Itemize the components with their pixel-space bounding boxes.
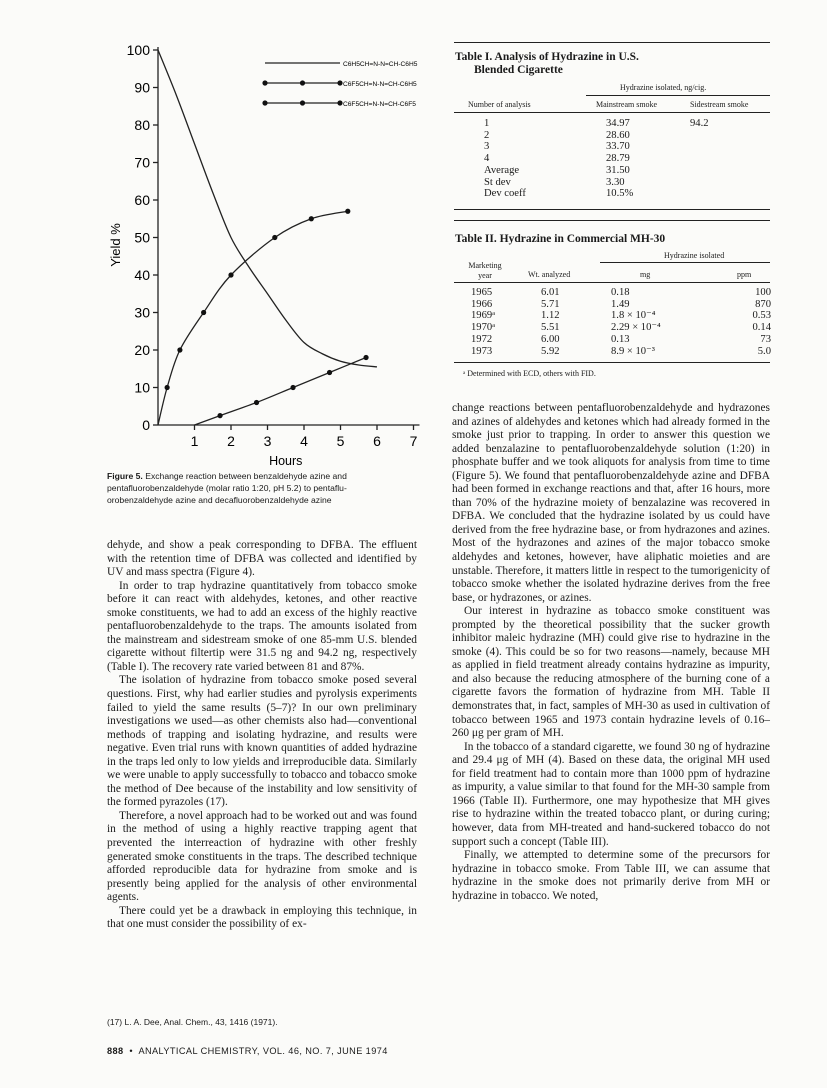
table-cell: 2.29 × 10⁻⁴ [611,322,661,334]
figure-caption-line-1: Exchange reaction between benzaldehyde azine and [145,471,347,481]
table2-col-header-wt: Wt. analyzed [528,270,571,279]
table2-col-header-mg: mg [640,270,651,279]
table-row [471,287,771,299]
table-cell: 1970ᵃ [471,322,496,334]
table-cell: 6.01 [541,287,560,298]
table-cell: 4 [484,153,490,165]
table2-bottom-rule [454,362,770,363]
left-column-text [107,539,417,932]
table-cell: 1973 [471,345,493,357]
table-row [484,141,770,153]
right-column-paragraph: Our interest in hydrazine as tobacco smoke constituent was prompted by the theoretical possibility that the sucker growth inhibitor maleic hydrazine (MH) could give rise to hydrazine in the smoke (4). This could be so for two reasons—namely, because MH as applied in field treatment already contains hydrazine as impurity, and also because the reducing atmosphere of the burning cone of a cigarette favors the formation of hydrazine from MH. Table II demonstrates that, in fact, samples of MH-30 as used in cultivation of tobacco between 1965 and 1973 contain hydrazine levels of 0.16–260 μg per gram of MH. [452,605,770,740]
table-cell: 1.8 × 10⁻⁴ [611,310,656,322]
table-cell: 8.9 × 10⁻³ [611,345,655,357]
legend-marker [262,80,267,85]
table-cell: 28.60 [606,129,630,141]
reference-17: (17) L. A. Dee, Anal. Chem., 43, 1416 (1971). [107,1017,278,1027]
legend-marker [262,100,267,105]
table1-top-rule [454,42,770,43]
table-cell: 28.79 [606,153,630,165]
series-line-2 [158,211,348,425]
x-axis-label: Hours [269,454,303,468]
series-3-point [254,400,259,405]
table1-group-rule [586,95,770,96]
table-row [471,334,771,346]
table-row [484,177,770,189]
left-column-paragraph: There could yet be a drawback in employing this technique, in that one must consider the possibility of ex- [107,904,417,931]
legend-label-3: C6F5CH=N-N=CH-C6F5 [343,101,416,108]
left-column-paragraph: Therefore, a novel approach had to be worked out and was found in the method of using a highly reactive trapping agent that prevented the interreaction of hydrazine with other freshly generated smoke constituents in the traps. The described technique afforded reproducible data for hydrazine from smoke and is presently being applied for the analysis of other environmental agents. [107,809,417,904]
table-cell: 0.18 [611,287,630,298]
x-tick-label: 3 [263,433,272,449]
table-cell: 5.0 [757,345,771,357]
reference-footnote [107,1017,278,1027]
table-cell: 6.00 [541,333,560,345]
table1-title [455,51,639,77]
legend-marker [300,80,305,85]
left-column-paragraph: In order to trap hydrazine quantitatively from tobacco smoke before it can react with aldehydes, ketones, and other reactive smoke constituents, we had to add an excess of the highly reactive pentafluorobenzaldehyde to the traps. The amounts isolated from the mainstream and sidestream smoke of one 85-mm U.S. blended cigarette without filtertip were 31.5 ng and 94.2 ng, respectively (Table I). The recovery rate varied between 81 and 87%. [107,579,417,673]
series-2-point [228,272,233,277]
table2-col-header-ppm: ppm [737,270,752,279]
y-axis-label: Yield % [108,223,123,267]
table-row [471,346,771,358]
y-tick-label: 80 [134,117,150,133]
table-cell: 5.51 [541,322,560,334]
right-column-paragraph: Finally, we attempted to determine some of the precursors for hydrazine in tobacco smoke. From Table III, we can assume that hydrazine in the smoke does not primarily derive from MH or hydrazine in tobacco. We noted, [452,849,770,902]
series-3-point [327,370,332,375]
table-cell [690,141,770,153]
series-2-point [345,209,350,214]
series-2-point [201,310,206,315]
x-tick-label: 6 [373,433,381,449]
page-footer [107,1046,388,1056]
left-column-paragraph: dehyde, and show a peak corresponding to DFBA. The effluent with the retention time of DFBA was collected and identified by UV and mass spectra (Figure 4). [107,539,417,579]
x-tick-label: 5 [336,433,345,449]
table1-title-line-2: Blended Cigarette [474,64,563,76]
table-cell [690,153,770,165]
left-column-paragraph: The isolation of hydrazine from tobacco smoke posed several questions. First, why had earlier studies and pyrolysis experiments failed to yield the same results (5–7)? In our own preliminary investigations we used—as other chemists also had—conventional methods of trapping and isolating hydrazine, and results were negative. Even trial runs with known quantities of added hydrazine in the traps led only to low yields and irreproducible data. Similarly we were unable to apply successfully to tobacco and tobacco smoke the method of Dee because of the instability and low sensitivity of the formed pyrazoles (17). [107,674,417,809]
table-cell: 0.53 [752,310,771,322]
table1-col-header-number: Number of analysis [468,100,531,109]
figure-caption-line-2: pentafluorobenzaldehyde (molar ratio 1:20, pH 5.2) to pentaflu- [107,483,347,493]
table-cell: 100 [755,287,771,298]
series-2-point [177,347,182,352]
table-cell: 870 [755,298,771,310]
y-tick-label: 60 [134,192,150,208]
page-number: 888 [107,1046,124,1056]
y-tick-label: 30 [134,304,150,321]
table-cell: 1 [484,118,490,129]
journal-name: ANALYTICAL CHEMISTRY, VOL. 46, NO. 7, JUNE 1974 [138,1046,388,1056]
right-column-text [452,402,770,903]
legend-label-1: C6H5CH=N-N=CH-C6H5 [343,61,418,68]
table-row [471,310,771,322]
table-cell: 2 [484,129,490,141]
legend-marker [337,100,342,105]
table-cell: 1.12 [541,310,560,322]
table-cell: 1.49 [611,298,630,310]
table-cell: 33.70 [606,141,630,153]
table-cell [690,188,770,200]
table-cell [690,177,770,189]
table2-body [471,287,771,357]
series-2-point [309,216,314,221]
series-3-point [363,355,368,360]
y-tick-label: 40 [134,267,150,283]
y-tick-label: 50 [134,229,150,246]
table-cell: St dev [484,176,511,188]
table1-bottom-rule [454,209,770,210]
table-cell: 1972 [471,333,493,345]
table-row [471,322,771,334]
footer-bullet: • [126,1046,137,1056]
table-row [471,299,771,311]
x-tick-label: 2 [227,433,235,449]
y-tick-label: 70 [134,154,150,171]
table-cell: 1965 [471,287,493,298]
figure-caption [107,470,407,506]
table-row [484,188,770,200]
table-cell: 5.92 [541,345,560,357]
table-row [484,130,770,142]
table2-group-header: Hydrazine isolated [664,251,725,260]
table-cell: 34.97 [606,118,630,129]
table-row [484,165,770,177]
legend-marker [300,100,305,105]
table2-footnote: ᵃ Determined with ECD, others with FID. [463,369,596,378]
table1-col-header-sidestream: Sidestream smoke [690,100,749,109]
y-tick-label: 100 [126,42,150,58]
table-cell: 73 [760,333,771,345]
table2-top-rule [454,220,770,221]
table-cell: 31.50 [606,164,630,176]
table-cell: Dev coeff [484,188,526,200]
table-cell: 3.30 [606,176,625,188]
table2-group-rule [600,262,770,263]
legend-label-2: C6F5CH=N-N=CH-C6H5 [343,81,417,88]
table-row [484,153,770,165]
series-2-point [165,385,170,390]
series-2-point [272,235,277,240]
table-cell: 10.5% [606,188,634,200]
table-cell: 3 [484,141,490,153]
table-cell: Average [484,164,520,176]
y-tick-label: 10 [134,379,150,396]
right-column-paragraph: change reactions between pentafluorobenzaldehyde and hydrazones and azines of aldehydes and ketones which had already formed in the smoke just prior to trapping. In order to answer this question we added benzalazine to pentafluorobenzaldehyde solution (1:20) in phosphate buffer and we took aliquots for analysis from time to time (Figure 5). We found that pentafluorobenzaldehyde azine and DFBA had been formed in exchange reactions and that, after 16 hours, more than 70% of the hydrazine moiety of benzalazine was recovered in DFBA. We concluded that the hydrazine isolated by us could have derived from the free hydrazine base, or from hydrazones and azines. Most of the hydrazones and azines of the major tobacco smoke aldehydes and ketones, however, have aliphatic moieties and are unstable. Therefore, it matters little in respect to the tumorigenicity of tobacco smoke whether the isolated hydrazine derives from the free base, or hydrazones, or azines. [452,402,770,604]
table2-header-rule [454,282,770,283]
y-tick-label: 20 [134,342,150,358]
figure-5-chart [100,36,440,468]
series-line-1 [158,50,377,367]
table-cell [690,165,770,177]
table-row [484,118,770,130]
table-cell [690,130,770,142]
y-tick-label: 0 [142,417,150,433]
table-cell: 94.2 [690,118,709,129]
y-tick-label: 90 [134,79,150,96]
table2-col-header-year: Marketing year [468,261,502,280]
table-cell: 1969ᵃ [471,310,496,322]
figure-caption-line-3: orobenzaldehyde azine and decafluorobenzaldehyde azine [107,495,332,505]
table-cell: 1966 [471,298,493,310]
right-column-paragraph: In the tobacco of a standard cigarette, we found 30 ng of hydrazine and 29.4 μg of MH (4). Based on these data, the original MH used for field treatment had to contain more than 1000 ppm of hydrazine as impurity, a value similar to that found for the MH-30 sample from 1966 (Table II). Furthermore, one may hypothesize that MH gives rise to hydrazine within the treated tobacco plant, or during curing; however, data from MH-treated and hand-suckered tobacco do not support such a concept (Table III). [452,740,770,848]
table1-title-line-1: Table I. Analysis of Hydrazine in U.S. [455,51,639,63]
table1-header-rule [454,112,770,113]
figure-caption-label: Figure 5. [107,471,143,481]
table1-body [484,118,770,200]
table1-group-header: Hydrazine isolated, ng/cig. [620,83,707,92]
table-cell: 0.14 [752,322,771,334]
table2-title: Table II. Hydrazine in Commercial MH-30 [455,233,666,245]
legend-marker [337,80,342,85]
x-tick-label: 7 [409,433,418,449]
series-3-point [217,413,222,418]
table-cell: 5.71 [541,298,560,310]
table1-col-header-mainstream: Mainstream smoke [596,100,658,109]
table-cell: 0.13 [611,333,630,345]
x-tick-label: 4 [300,433,308,449]
series-3-point [290,385,295,390]
x-tick-label: 1 [190,433,199,449]
